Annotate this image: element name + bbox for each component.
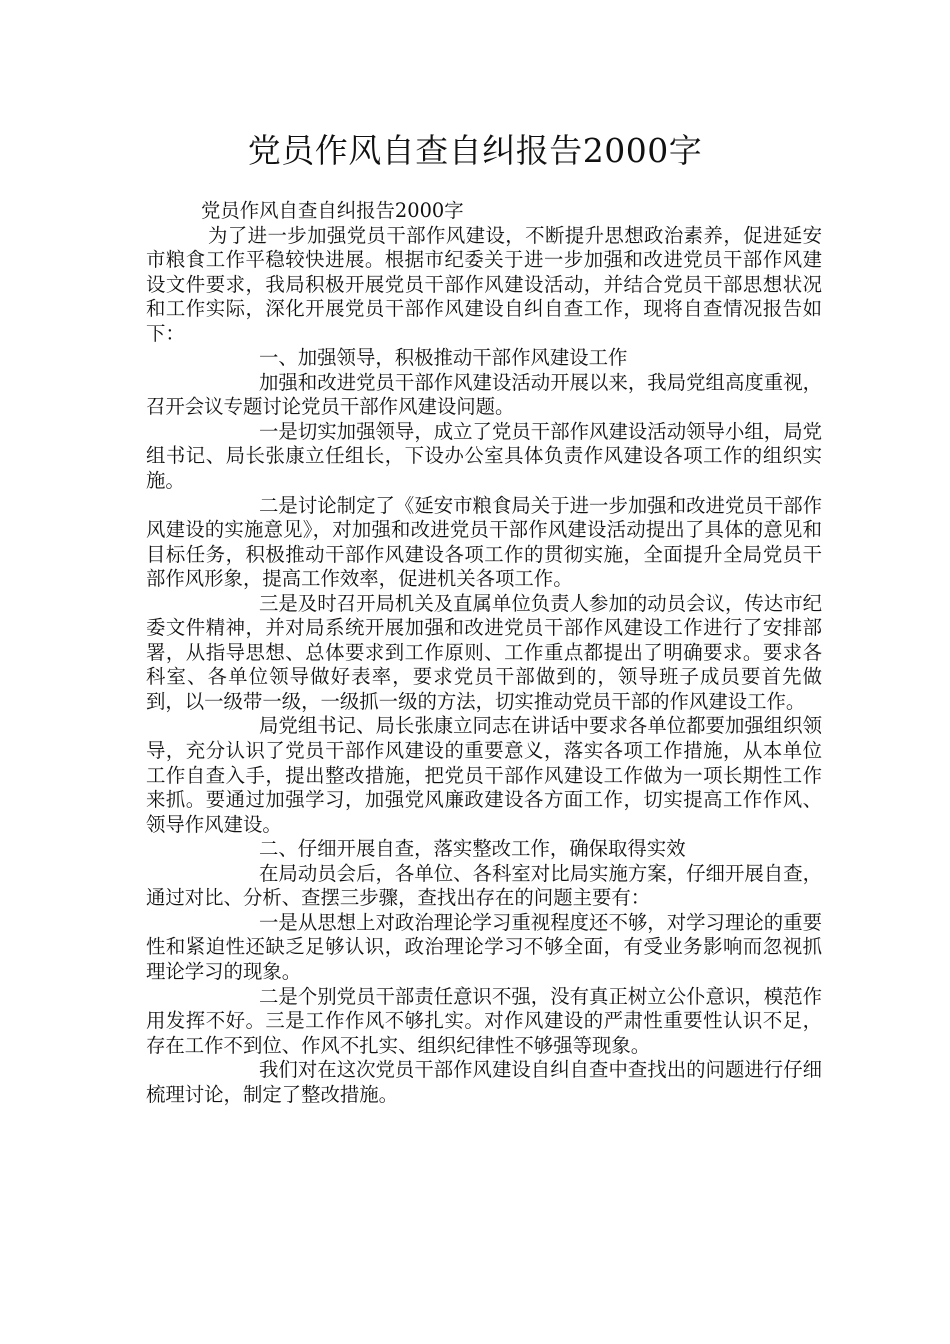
paragraph: 一是切实加强领导，成立了党员干部作风建设活动领导小组，局党组书记、局长张康立任组长，下设办公室具体负责作风建设各项工作的组织实施。 [146,419,822,493]
document-title: 党员作风自查自纠报告2000字 [247,131,703,170]
document-body [146,199,822,1107]
section-heading-2: 二、仔细开展自查，落实整改工作，确保取得实效 [259,837,686,861]
paragraph: 在局动员会后，各单位、各科室对比局实施方案，仔细开展自查，通过对比、分析、查摆三步骤，查找出存在的问题主要有： [146,861,822,910]
section-heading-1: 一、加强领导，积极推动干部作风建设工作 [259,346,628,370]
paragraph: 我们对在这次党员干部作风建设自纠自查中查找出的问题进行仔细梳理讨论，制定了整改措施。 [146,1058,822,1106]
paragraph: 加强和改进党员干部作风建设活动开展以来，我局党组高度重视，召开会议专题讨论党员干部作风建设问题。 [146,370,822,419]
paragraph: 一是从思想上对政治理论学习重视程度还不够，对学习理论的重要性和紧迫性还缺乏足够认识，政治理论学习不够全面，有受业务影响而忽视抓理论学习的现象。 [146,910,822,983]
paragraph: 三是及时召开局机关及直属单位负责人参加的动员会议，传达市纪委文件精神，并对局系统开展加强和改进党员干部作风建设工作进行了安排部署，从指导思想、总体要求到工作原则、工作重点都提出了明确要求。要求各科室、各单位领导做好表率，要求党员干部做到的，领导班子成员要首先做到，以一级带一级，一级抓一级的方法，切实推动党员干部的作风建设工作。 [146,591,822,713]
document-subtitle: 党员作风自查自纠报告2000字 [201,199,464,222]
paragraph-intro: 为了进一步加强党员干部作风建设，不断提升思想政治素养，促进延安市粮食工作平稳较快进展。根据市纪委关于进一步加强和改进党员干部作风建设文件要求，我局积极开展党员干部作风建设活动，并结合党员干部思想状况和工作实际，深化开展党员干部作风建设自纠自查工作，现将自查情况报告如下： [146,223,822,345]
paragraph: 局党组书记、局长张康立同志在讲话中要求各单位都要加强组织领导，充分认识了党员干部作风建设的重要意义，落实各项工作措施，从本单位工作自查入手，提出整改措施，把党员干部作风建设工作做为一项长期性工作来抓。要通过加强学习，加强党风廉政建设各方面工作，切实提高工作作风、领导作风建设。 [146,714,822,836]
paragraph: 二是讨论制定了《延安市粮食局关于进一步加强和改进党员干部作风建设的实施意见》，对加强和改进党员干部作风建设活动提出了具体的意见和目标任务，积极推动干部作风建设各项工作的贯彻实施，全面提升全局党员干部作风形象，提高工作效率，促进机关各项工作。 [146,493,822,591]
paragraph: 二是个别党员干部责任意识不强，没有真正树立公仆意识，模范作用发挥不好。三是工作作风不够扎实。对作风建设的严肃性重要性认识不足，存在工作不到位、作风不扎实、组织纪律性不够强等现象。 [146,984,822,1057]
